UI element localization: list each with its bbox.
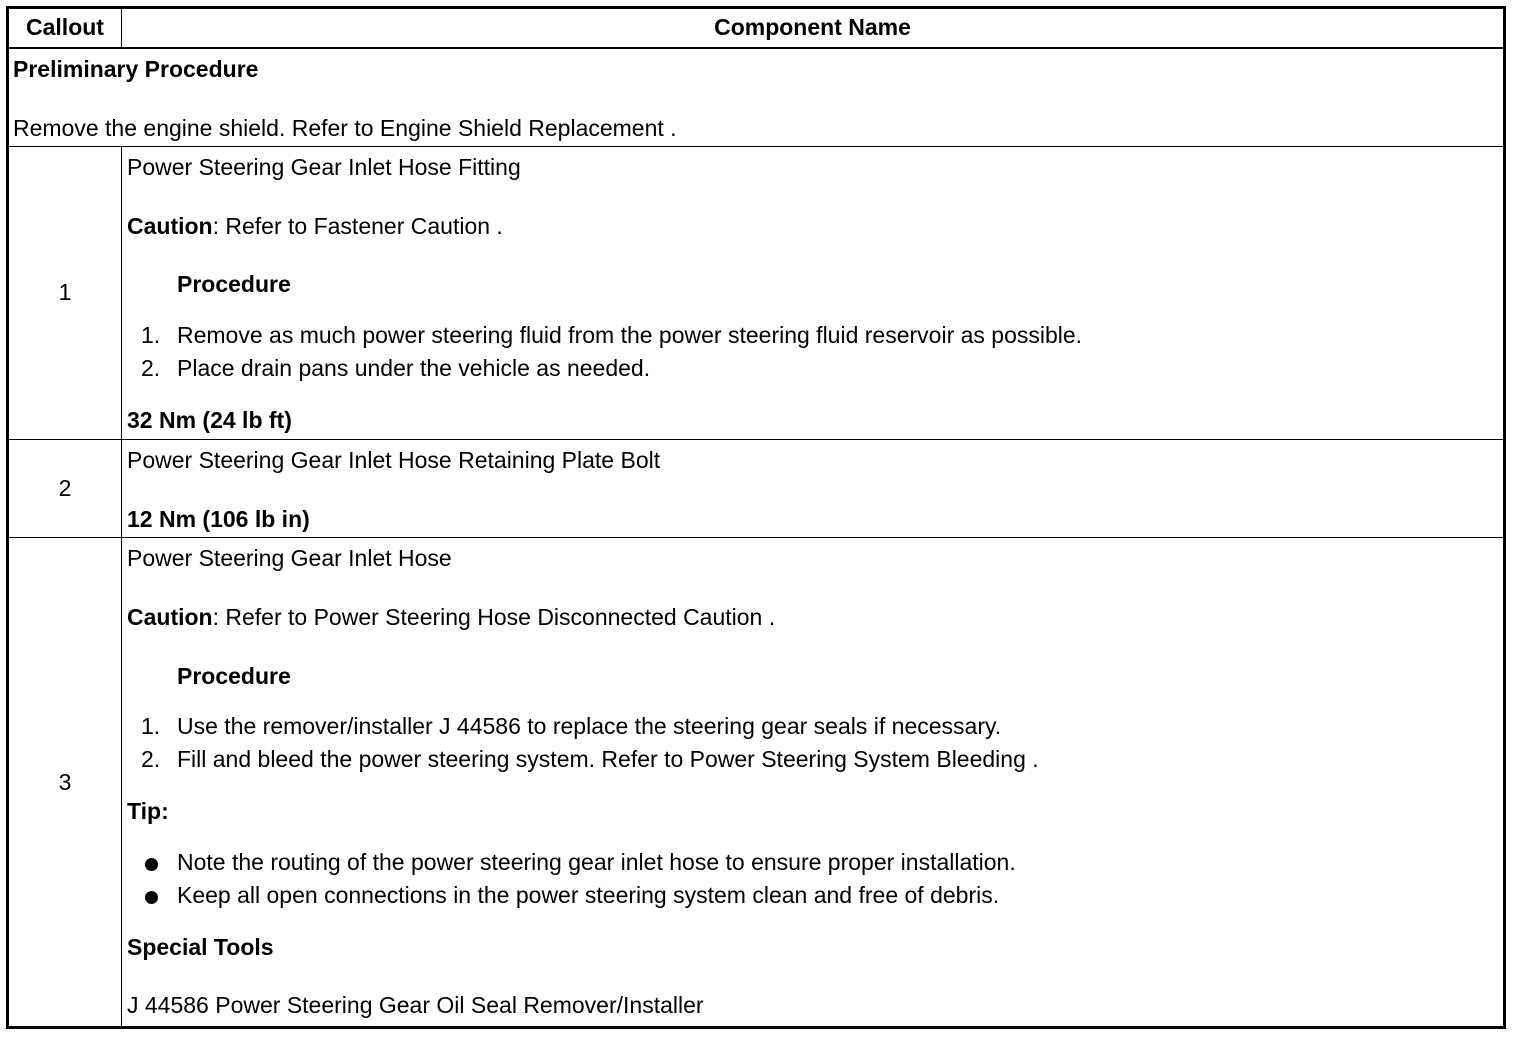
caution-text: : Refer to Fastener Caution . <box>212 212 503 239</box>
tip-text: Note the routing of the power steering gear inlet hose to ensure proper installation. <box>177 848 1016 875</box>
list-item <box>127 710 1498 743</box>
table-row <box>8 538 1505 1028</box>
caution-text: : Refer to Power Steering Hose Disconnected Caution . <box>212 603 776 630</box>
step-number: 1. <box>141 713 161 740</box>
callout-column-header: Callout <box>8 8 122 49</box>
caution-line <box>127 604 1498 632</box>
procedure-heading: Procedure <box>177 662 291 689</box>
caution-label: Caution <box>127 212 213 239</box>
component-name: Power Steering Gear Inlet Hose <box>127 545 452 572</box>
component-name: Power Steering Gear Inlet Hose Retaining Plate Bolt <box>127 447 661 474</box>
component-column-header: Component Name <box>122 8 1505 49</box>
component-name: Power Steering Gear Inlet Hose Fitting <box>127 154 521 181</box>
step-number: 1. <box>141 321 161 348</box>
step-text: Remove as much power steering fluid from the power steering fluid reservoir as possible. <box>177 321 1083 348</box>
component-cell <box>122 440 1505 538</box>
table-header-row <box>8 8 1505 49</box>
list-item <box>127 879 1498 912</box>
step-text: Use the remover/installer J 44586 to replace the steering gear seals if necessary. <box>177 713 1002 740</box>
special-tools-text: J 44586 Power Steering Gear Oil Seal Remover/Installer <box>127 992 704 1019</box>
list-item <box>127 352 1498 385</box>
torque-spec: 32 Nm (24 lb ft) <box>127 406 292 433</box>
component-table <box>6 6 1506 1029</box>
step-number: 2. <box>141 354 161 381</box>
special-tools-label: Special Tools <box>127 933 274 960</box>
bullet-icon <box>145 858 158 871</box>
tip-list <box>127 846 1498 912</box>
component-cell <box>122 538 1505 1028</box>
tip-label: Tip: <box>127 798 169 825</box>
procedure-steps <box>127 319 1498 385</box>
component-cell <box>122 147 1505 440</box>
step-text: Fill and bleed the power steering system. Refer to Power Steering System Bleeding . <box>177 746 1039 773</box>
list-item <box>127 846 1498 879</box>
list-item <box>127 319 1498 352</box>
step-text: Place drain pans under the vehicle as needed. <box>177 354 651 381</box>
caution-line <box>127 213 1498 241</box>
procedure-steps <box>127 710 1498 776</box>
table-row <box>8 440 1505 538</box>
list-item <box>127 743 1498 776</box>
preliminary-row <box>8 48 1505 147</box>
procedure-heading: Procedure <box>177 271 291 298</box>
callout-number: 2 <box>8 440 122 538</box>
bullet-icon <box>145 891 158 904</box>
table-row <box>8 147 1505 440</box>
caution-label: Caution <box>127 603 213 630</box>
preliminary-text: Remove the engine shield. Refer to Engine Shield Replacement . <box>13 114 677 141</box>
callout-number: 3 <box>8 538 122 1028</box>
tip-text: Keep all open connections in the power steering system clean and free of debris. <box>177 881 1000 908</box>
preliminary-title: Preliminary Procedure <box>13 56 259 82</box>
torque-spec: 12 Nm (106 lb in) <box>127 505 310 532</box>
step-number: 2. <box>141 746 161 773</box>
callout-number: 1 <box>8 147 122 440</box>
preliminary-cell <box>8 48 1505 147</box>
